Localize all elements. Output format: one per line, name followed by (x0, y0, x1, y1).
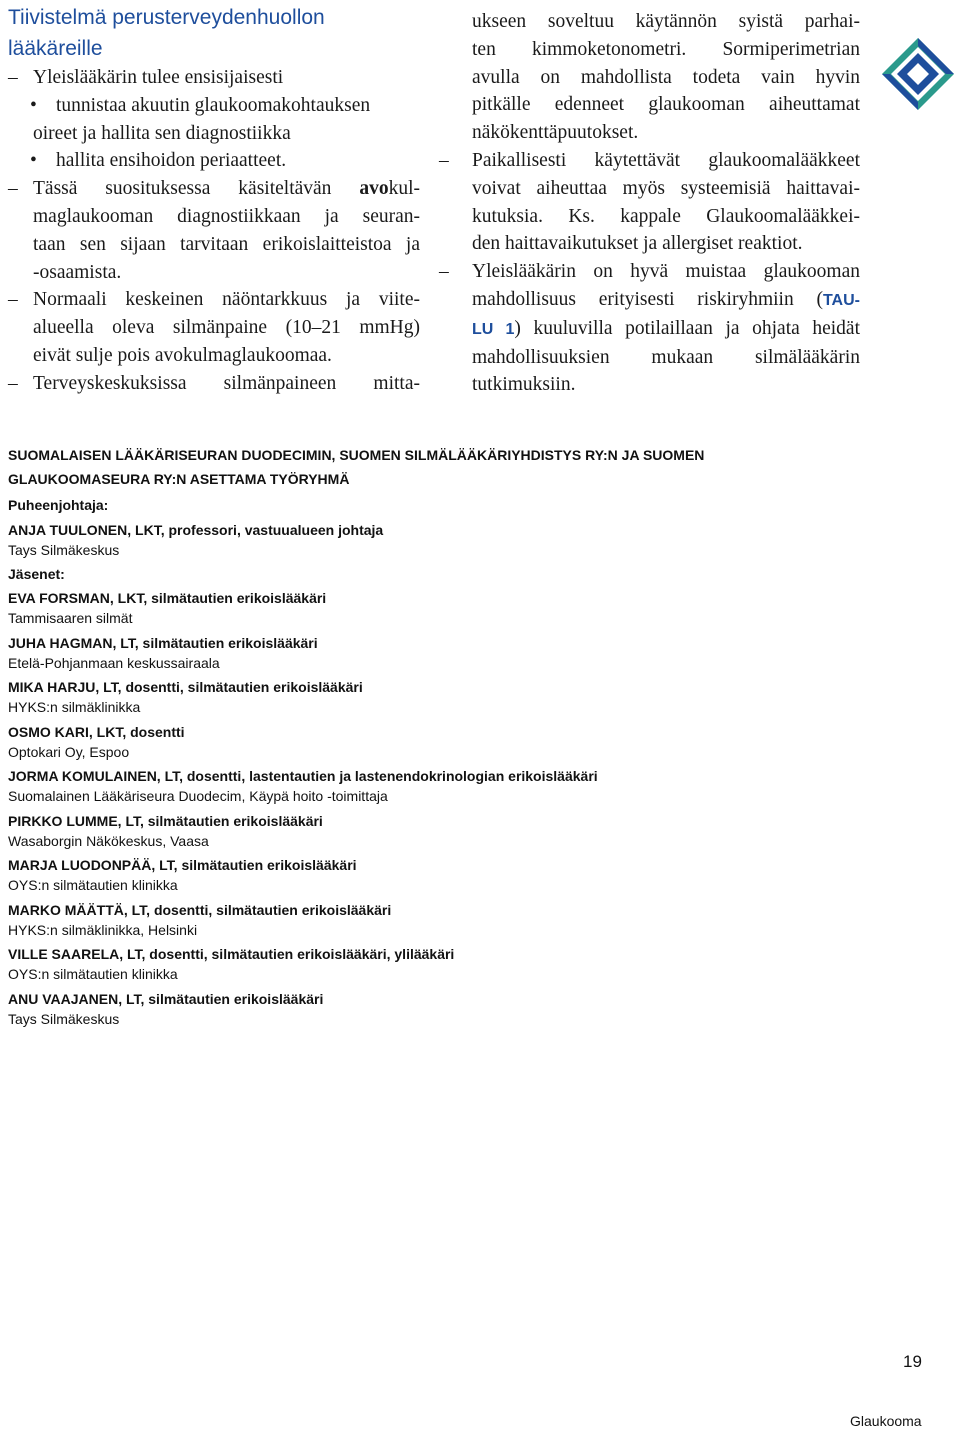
chair-label: Puheenjohtaja: (8, 497, 109, 513)
member-affiliation: HYKS:n silmäklinikka (8, 699, 141, 715)
member-entry (8, 855, 928, 895)
text-line: ukseen soveltuu käytännön syistä parhai- (472, 11, 860, 32)
members-label: Jäsenet: (8, 565, 65, 582)
member-entry (8, 766, 928, 806)
member-entry (8, 944, 928, 984)
member-entry (8, 900, 928, 940)
text-line: LU 1) kuuluvilla potilaillaan ja ohjata heidät (472, 317, 861, 339)
text-line: -osaamista. (33, 261, 122, 283)
member-name: PIRKKO LUMME, LT, silmätautien erikoislääkäri (8, 812, 323, 829)
member-affiliation: Tammisaaren silmät (8, 610, 133, 626)
member-name: ANJA TUULONEN, LKT, professori, vastuualueen johtaja (8, 521, 384, 538)
sub-list-item: • tunnistaa akuutin glaukoomakohtauksen (30, 94, 371, 116)
member-name: EVA FORSMAN, LKT, silmätautien erikoislääkäri (8, 590, 327, 606)
member-entry (8, 989, 928, 1029)
member-affiliation: OYS:n silmätautien klinikka (8, 966, 178, 982)
text-line: den haittavaikutukset ja allergiset reaktiot. (472, 233, 803, 255)
text-line: ten kimmoketonometri. Sormiperimetrian (472, 38, 860, 60)
member-name: OSMO KARI, LKT, dosentti (8, 723, 185, 740)
member-entry (8, 677, 928, 717)
text-line: näkökenttäpuutokset. (472, 122, 639, 144)
member-affiliation: Etelä-Pohjanmaan keskussairaala (8, 654, 220, 671)
list-item: – Normaali keskeinen näöntarkkuus ja viite- (8, 289, 420, 311)
text-line: oireet ja hallita sen diagnostiikka (33, 122, 291, 144)
text-line: tutkimuksiin. (472, 374, 576, 396)
member-name: JUHA HAGMAN, LT, silmätautien erikoislääkäri (8, 634, 318, 651)
member-entry (8, 633, 928, 673)
member-affiliation: Wasaborgin Näkökeskus, Vaasa (8, 832, 209, 849)
member-affiliation: Tays Silmäkeskus (8, 1010, 120, 1027)
text-line: alueella oleva silmänpaine (10–21 mmHg) (33, 317, 420, 339)
table-reference-link[interactable]: TAU- (822, 291, 860, 309)
member-entry (8, 811, 928, 851)
text-line: avulla on mahdollista todeta vain hyvin (472, 66, 860, 88)
list-item: – Terveyskeskuksissa silmänpaineen mitta- (8, 372, 420, 394)
list-item: – Paikallisesti käytettävät glaukoomalääkkeet (439, 149, 860, 171)
member-entry (8, 722, 928, 762)
list-item: – Yleislääkärin on hyvä muistaa glaukooman (439, 261, 860, 283)
member-name: MARKO MÄÄTTÄ, LT, dosentti, silmätautien erikoislääkäri (8, 901, 392, 918)
list-item: – Yleislääkärin tulee ensisijaisesti (8, 67, 284, 88)
table-reference-link[interactable]: LU 1 (472, 320, 515, 338)
member-name: MIKA HARJU, LT, dosentti, silmätautien erikoislääkäri (8, 679, 363, 695)
text-line: maglaukooman diagnostiikkaan ja seuran- (33, 205, 420, 227)
working-group-section (8, 444, 928, 1029)
member-affiliation: Suomalainen Lääkäriseura Duodecim, Käypä hoito -toimittaja (8, 788, 388, 804)
member-affiliation: HYKS:n silmäklinikka, Helsinki (8, 921, 198, 938)
page-number: 19 (903, 1352, 922, 1371)
summary-title (8, 2, 408, 64)
member-affiliation: OYS:n silmätautien klinikka (8, 877, 178, 893)
text-line: kutuksia. Ks. kappale Glaukoomalääkkei- (472, 205, 860, 227)
sub-list-item: • hallita ensihoidon periaatteet. (30, 150, 287, 172)
summary-title-line1: Tiivistelmä perusterveydenhuollon (8, 6, 325, 29)
member-name: MARJA LUODONPÄÄ, LT, silmätautien erikoislääkäri (8, 857, 357, 873)
member-name: VILLE SAARELA, LT, dosentti, silmätautien erikoislääkäri, ylilääkäri (8, 946, 455, 962)
list-item: – Tässä suosituksessa käsiteltävän avokul- (8, 178, 420, 200)
summary-right-column (439, 8, 861, 399)
text-line: taan sen sijaan tarvitaan erikoislaitteistoa ja (33, 233, 420, 255)
member-affiliation: Optokari Oy, Espoo (8, 743, 130, 760)
text-line: eivät sulje pois avokulmaglaukoomaa. (33, 344, 332, 366)
member-entry (8, 520, 928, 560)
summary-title-line2: lääkäreille (8, 37, 103, 60)
member-name: JORMA KOMULAINEN, LT, dosentti, lastentautien ja lastenendokrinologian erikoislääkäri (8, 768, 598, 784)
text-line: voivat aiheuttaa myös systeemisiä haittavai- (472, 177, 860, 199)
running-footer: Glaukooma (850, 1413, 922, 1429)
member-name: ANU VAAJANEN, LT, silmätautien erikoislääkäri (8, 990, 324, 1007)
member-affiliation: Tays Silmäkeskus (8, 541, 120, 558)
text-line: pitkälle edenneet glaukooman aiheuttamat (472, 94, 860, 116)
text-line: mahdollisuuksien mukaan silmälääkärin (472, 346, 860, 368)
kaypa-hoito-logo-icon (880, 36, 956, 112)
member-entry (8, 588, 928, 628)
working-group-heading: SUOMALAISEN LÄÄKÄRISEURAN DUODECIMIN, SUOMEN SILMÄLÄÄKÄRIYHDISTYS RY:N JA SUOMEN GLAUKOOMASEURA RY:N ASETTAMA TYÖRYHMÄ (8, 447, 705, 487)
text-line: mahdollisuus erityisesti riskiryhmiin (TAU- (472, 288, 860, 310)
summary-left-column (8, 64, 420, 398)
